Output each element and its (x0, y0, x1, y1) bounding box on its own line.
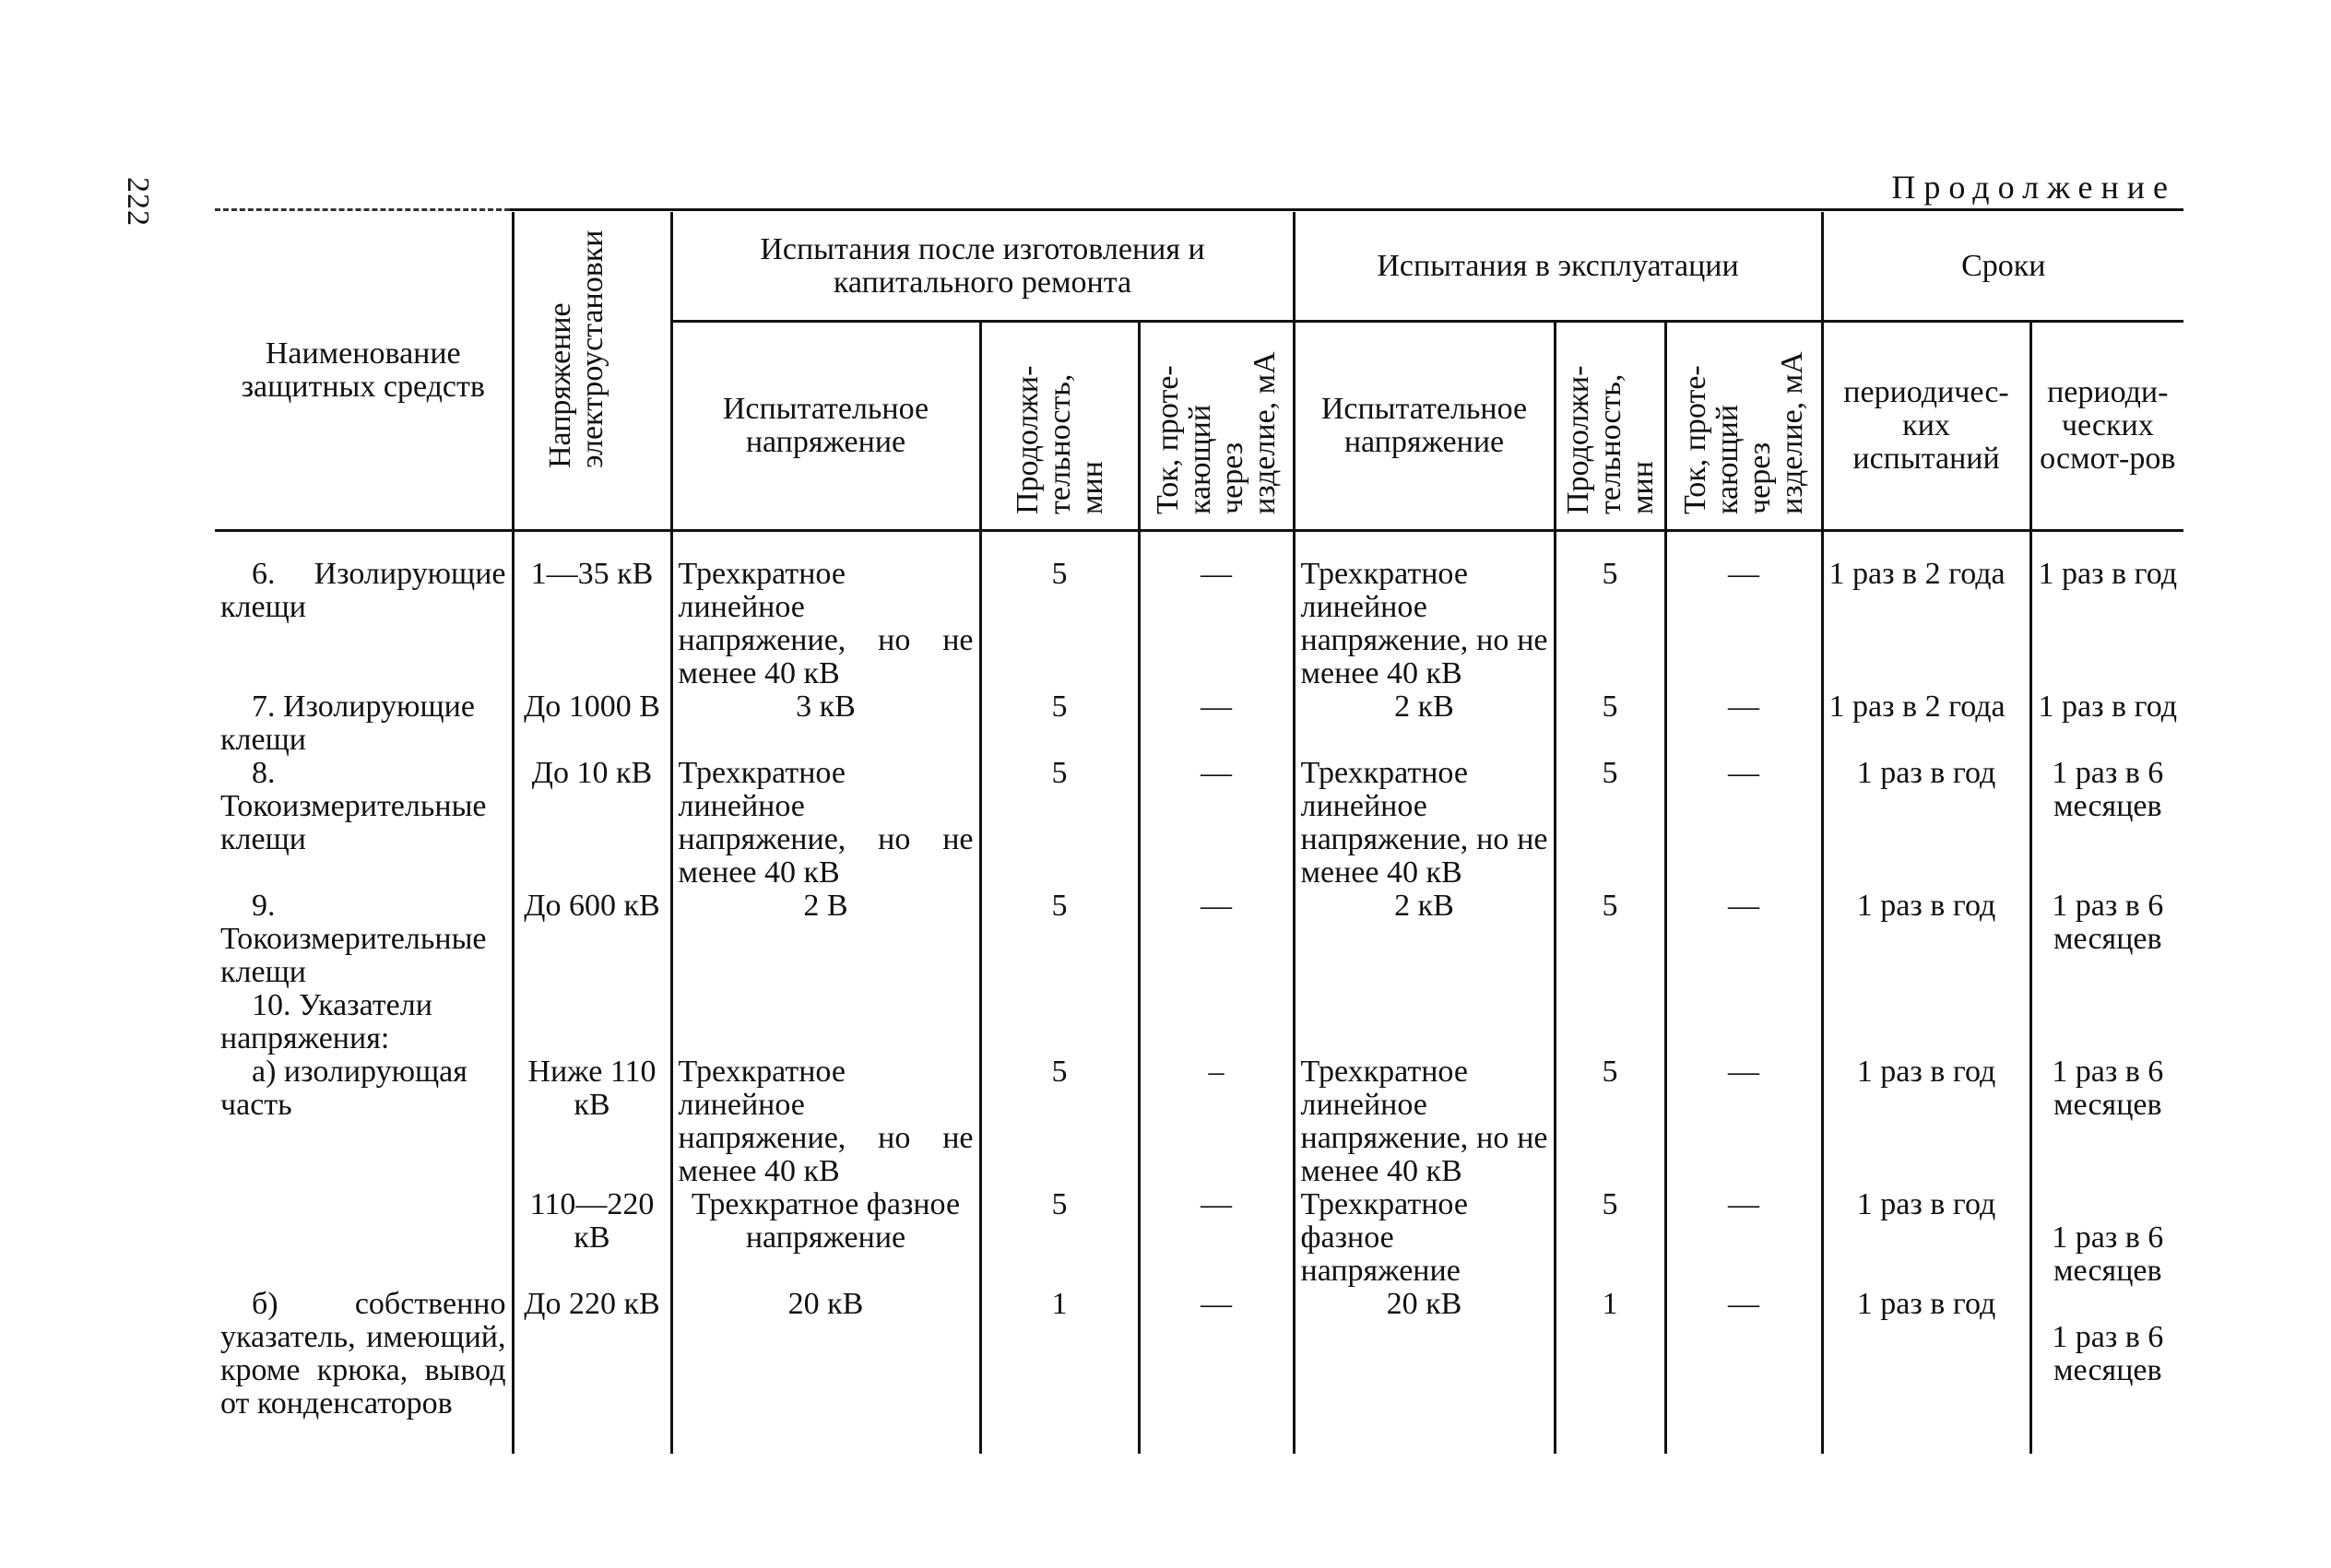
row-voltage (513, 989, 671, 1055)
header-periodic-inspections: периоди-ческих осмот-ров (2030, 322, 2183, 531)
header-test-voltage-1: Испытательное напряжение (671, 322, 980, 531)
row-periodic-tests: 1 раз в год (1822, 1055, 2030, 1188)
row-current-2: — (1665, 757, 1822, 890)
row-current-2 (1665, 989, 1822, 1055)
row-duration-2: 5 (1555, 1188, 1665, 1288)
row-periodic-inspections: 1 раз в 6 месяцев (2030, 1055, 2183, 1188)
row-test-voltage-1: 20 кВ (671, 1288, 980, 1454)
row-test-voltage-1: 3 кВ (671, 690, 980, 757)
row-periodic-inspections: 1 раз в год (2030, 690, 2183, 757)
table-row (215, 1188, 2183, 1288)
row-duration-2: 5 (1555, 1055, 1665, 1188)
header-group-operation: Испытания в эксплуатации (1294, 212, 1822, 322)
row-current-2: — (1665, 890, 1822, 989)
row-current-1: – (1139, 1055, 1294, 1188)
row-periodic-inspections (2030, 989, 2183, 1055)
row-duration-1: 5 (980, 690, 1139, 757)
row-test-voltage-1: Трехкратное линейное напряжение, но не менее 40 кВ (671, 558, 980, 690)
header-test-voltage-2: Испытательное напряжение (1294, 322, 1555, 531)
row-duration-1: 5 (980, 558, 1139, 690)
row-duration-2: 5 (1555, 690, 1665, 757)
table-row (215, 1288, 2183, 1454)
row-current-1: — (1139, 1288, 1294, 1454)
row-current-2: — (1665, 558, 1822, 690)
header-periodic-tests: периодичес-ких испытаний (1822, 322, 2030, 531)
row-current-1: — (1139, 757, 1294, 890)
header-current-2-text: Ток, проте-кающий через изделие, мА (1678, 351, 1810, 514)
row-name: 7. Изолирующие клещи (215, 690, 513, 757)
row-test-voltage-2: Трехкратное линейное напряжение, но не менее 40 кВ (1294, 558, 1555, 690)
table-row (215, 690, 2183, 757)
row-voltage: 110—220 кВ (513, 1188, 671, 1288)
row-current-1: — (1139, 1188, 1294, 1288)
header-duration-2-text: Продолжи-тельность, мин (1561, 365, 1660, 514)
row-duration-1: 5 (980, 1188, 1139, 1288)
top-rule-dashed (215, 208, 510, 211)
row-name: а) изолирующая часть (215, 1055, 513, 1188)
header-voltage (513, 212, 671, 531)
header-current-1-text: Ток, проте-кающий через изделие, мА (1151, 351, 1282, 514)
row-duration-2: 5 (1555, 558, 1665, 690)
table-body (215, 531, 2183, 1455)
header-group-manufacture: Испытания после изготовления и капитального ремонта (671, 212, 1294, 322)
row-current-2: — (1665, 1188, 1822, 1288)
row-test-voltage-2 (1294, 989, 1555, 1055)
row-periodic-tests (1822, 989, 2030, 1055)
row-name: 6. Изолирующие клещи (215, 558, 513, 690)
table-row (215, 989, 2183, 1055)
row-current-2: — (1665, 1055, 1822, 1188)
row-periodic-tests: 1 раз в год (1822, 757, 2030, 890)
header-group-terms: Сроки (1822, 212, 2183, 322)
row-test-voltage-2: 2 кВ (1294, 890, 1555, 989)
header-duration-2 (1555, 322, 1665, 531)
row-duration-2 (1555, 989, 1665, 1055)
row-test-voltage-1 (671, 989, 980, 1055)
row-duration-1: 5 (980, 1055, 1139, 1188)
page-number: 222 (121, 177, 155, 227)
row-duration-1: 5 (980, 757, 1139, 890)
row-periodic-inspections: 1 раз в 6 месяцев (2030, 1188, 2183, 1288)
table-row (215, 890, 2183, 989)
row-duration-2: 1 (1555, 1288, 1665, 1454)
row-duration-1 (980, 989, 1139, 1055)
header-current-1 (1139, 322, 1294, 531)
table-row (215, 558, 2183, 690)
row-periodic-tests: 1 раз в год (1822, 890, 2030, 989)
row-name: 9. Токоизмерительные клещи (215, 890, 513, 989)
row-name: 8. Токоизмерительные клещи (215, 757, 513, 890)
row-voltage: До 600 кВ (513, 890, 671, 989)
test-norms-table (215, 212, 2183, 1454)
row-current-2: — (1665, 1288, 1822, 1454)
header-duration-1 (980, 322, 1139, 531)
row-current-2: — (1665, 690, 1822, 757)
continuation-label: Продолжение (1891, 169, 2176, 206)
row-test-voltage-1: Трехкратное линейное напряжение, но не менее 40 кВ (671, 1055, 980, 1188)
row-current-1: — (1139, 690, 1294, 757)
row-current-1: — (1139, 890, 1294, 989)
row-test-voltage-2: Трехкратное фазное напряжение (1294, 1188, 1555, 1288)
table-row (215, 1055, 2183, 1188)
row-periodic-tests: 1 раз в год (1822, 1288, 2030, 1454)
row-periodic-inspections: 1 раз в год (2030, 558, 2183, 690)
row-test-voltage-1: Трехкратное линейное напряжение, но не менее 40 кВ (671, 757, 980, 890)
row-name: б) собственно указатель, имеющий, кроме крюка, вывод от конденсаторов (215, 1288, 513, 1454)
row-duration-1: 1 (980, 1288, 1139, 1454)
row-voltage: Ниже 110 кВ (513, 1055, 671, 1188)
row-duration-2: 5 (1555, 890, 1665, 989)
row-periodic-inspections: 1 раз в 6 месяцев (2030, 1288, 2183, 1454)
row-test-voltage-1: 2 В (671, 890, 980, 989)
row-test-voltage-2: 20 кВ (1294, 1288, 1555, 1454)
top-rule (510, 208, 2183, 211)
row-duration-1: 5 (980, 890, 1139, 989)
row-periodic-inspections: 1 раз в 6 месяцев (2030, 890, 2183, 989)
row-name: 10. Указатели напряжения: (215, 989, 513, 1055)
row-periodic-tests: 1 раз в 2 года (1822, 558, 2030, 690)
table-row (215, 757, 2183, 890)
row-test-voltage-2: 2 кВ (1294, 690, 1555, 757)
table-header (215, 212, 2183, 531)
row-periodic-tests: 1 раз в 2 года (1822, 690, 2030, 757)
row-name (215, 1188, 513, 1288)
row-voltage: До 1000 В (513, 690, 671, 757)
row-current-1: — (1139, 558, 1294, 690)
row-test-voltage-2: Трехкратное линейное напряжение, но не менее 40 кВ (1294, 757, 1555, 890)
row-periodic-inspections: 1 раз в 6 месяцев (2030, 757, 2183, 890)
row-voltage: До 220 кВ (513, 1288, 671, 1454)
row-test-voltage-2: Трехкратное линейное напряжение, но не менее 40 кВ (1294, 1055, 1555, 1188)
row-voltage: До 10 кВ (513, 757, 671, 890)
header-duration-1-text: Продолжи-тельность, мин (1011, 365, 1109, 514)
row-current-1 (1139, 989, 1294, 1055)
row-duration-2: 5 (1555, 757, 1665, 890)
row-voltage: 1—35 кВ (513, 558, 671, 690)
row-periodic-tests: 1 раз в год (1822, 1188, 2030, 1288)
header-voltage-text: Напряжение электроустановки (543, 230, 609, 468)
header-current-2 (1665, 322, 1822, 531)
row-test-voltage-1: Трехкратное фазное напряжение (671, 1188, 980, 1288)
header-name: Наименование защитных средств (215, 212, 513, 531)
